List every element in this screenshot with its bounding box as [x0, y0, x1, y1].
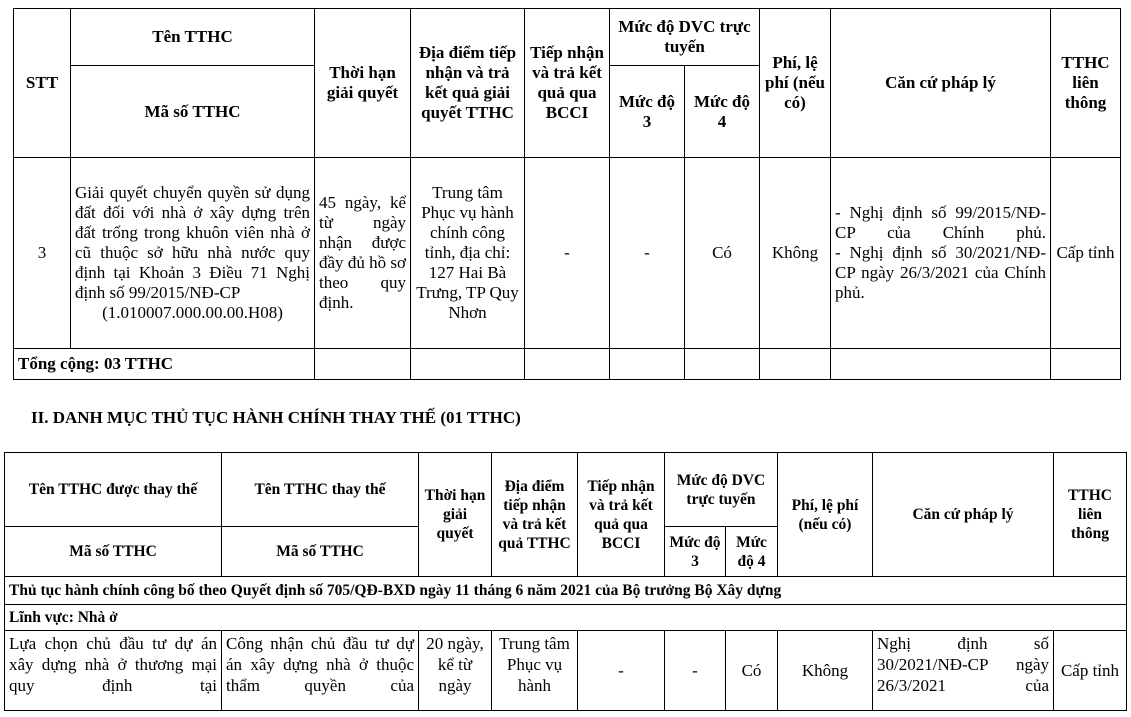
- t2-header-ten-duoc-thay: Tên TTHC được thay thế: [5, 453, 222, 527]
- empty-cell: [315, 349, 411, 380]
- t2-row-dia-diem: Trung tâm Phục vụ hành: [492, 631, 578, 711]
- empty-cell: [525, 349, 610, 380]
- empty-cell: [411, 349, 525, 380]
- row-can-cu-2: - Nghị định số 30/2021/NĐ-CP ngày 26/3/2021 của Chính phủ.: [835, 243, 1046, 302]
- header-muc-do-3: Mức độ 3: [610, 66, 685, 158]
- t2-header-ma-so-2: Mã số TTHC: [222, 527, 419, 577]
- row-stt: 3: [14, 158, 71, 349]
- table-row: [5, 631, 1127, 711]
- header-can-cu: Căn cứ pháp lý: [831, 9, 1051, 158]
- t2-row-muc-do-3: -: [665, 631, 726, 711]
- header-bcci: Tiếp nhận và trả kết quả qua BCCI: [525, 9, 610, 158]
- row-ten-tthc: [71, 158, 315, 349]
- header-muc-do: Mức độ DVC trực tuyến: [610, 9, 760, 66]
- header-phi: Phí, lệ phí (nếu có): [760, 9, 831, 158]
- t2-row-lien-thong: Cấp tỉnh: [1054, 631, 1127, 711]
- row-muc-do-4: Có: [685, 158, 760, 349]
- total-label: Tổng cộng: 03 TTHC: [14, 349, 315, 380]
- procedure-table-1: [13, 8, 1121, 380]
- section-2-title: II. DANH MỤC THỦ TỤC HÀNH CHÍNH THAY THẾ (01 TTHC): [31, 408, 521, 427]
- row-ma-so: (1.010007.000.00.00.H08): [102, 303, 283, 322]
- empty-cell: [760, 349, 831, 380]
- t2-header-muc-do-3: Mức độ 3: [665, 527, 726, 577]
- t2-row-thoi-han: 20 ngày, kể từ ngày: [419, 631, 492, 711]
- row-muc-do-3: -: [610, 158, 685, 349]
- group-row: Thủ tục hành chính công bố theo Quyết định số 705/QĐ-BXD ngày 11 tháng 6 năm 2021 của Bộ trưởng Bộ Xây dựng: [5, 577, 1127, 605]
- table-row: [14, 158, 1121, 349]
- row-phi: Không: [760, 158, 831, 349]
- t2-header-ma-so-1: Mã số TTHC: [5, 527, 222, 577]
- header-ten-tthc: Tên TTHC: [71, 9, 315, 66]
- t2-row-bcci: -: [578, 631, 665, 711]
- header-lien-thong: TTHC liên thông: [1051, 9, 1121, 158]
- t2-row-phi: Không: [778, 631, 873, 711]
- header-thoi-han: Thời hạn giải quyết: [315, 9, 411, 158]
- t2-header-muc-do: Mức độ DVC trực tuyến: [665, 453, 778, 527]
- empty-cell: [1051, 349, 1121, 380]
- header-stt: STT: [14, 9, 71, 158]
- t2-header-bcci: Tiếp nhận và trả kết quả qua BCCI: [578, 453, 665, 577]
- procedure-table-2: [4, 452, 1127, 711]
- empty-cell: [610, 349, 685, 380]
- empty-cell: [685, 349, 760, 380]
- header-muc-do-4: Mức độ 4: [685, 66, 760, 158]
- header-ma-so: Mã số TTHC: [71, 66, 315, 158]
- t2-row-muc-do-4: Có: [726, 631, 778, 711]
- header-dia-diem: Địa điểm tiếp nhận và trả kết quả giải quyết TTHC: [411, 9, 525, 158]
- row-lien-thong: Cấp tỉnh: [1051, 158, 1121, 349]
- empty-cell: [831, 349, 1051, 380]
- t2-row-ten-thay: Công nhận chủ đầu tư dự án xây dựng nhà ở thuộc thẩm quyền của: [222, 631, 419, 711]
- t2-header-phi: Phí, lệ phí (nếu có): [778, 453, 873, 577]
- t2-header-dia-diem: Địa điểm tiếp nhận và trả kết quả TTHC: [492, 453, 578, 577]
- t2-header-thoi-han: Thời hạn giải quyết: [419, 453, 492, 577]
- t2-header-muc-do-4: Mức độ 4: [726, 527, 778, 577]
- row-bcci: -: [525, 158, 610, 349]
- row-can-cu: [831, 158, 1051, 349]
- t2-header-ten-thay: Tên TTHC thay thế: [222, 453, 419, 527]
- row-thoi-han: 45 ngày, kể từ ngày nhận được đầy đủ hồ sơ theo quy định.: [315, 158, 411, 349]
- field-row: Lĩnh vực: Nhà ở: [5, 605, 1127, 631]
- row-dia-diem: Trung tâm Phục vụ hành chính công tỉnh, địa chỉ: 127 Hai Bà Trưng, TP Quy Nhơn: [411, 158, 525, 349]
- t2-row-ten-duoc-thay: Lựa chọn chủ đầu tư dự án xây dựng nhà ở thương mại quy định tại: [5, 631, 222, 711]
- t2-header-can-cu: Căn cứ pháp lý: [873, 453, 1054, 577]
- row-can-cu-1: - Nghị định số 99/2015/NĐ-CP của Chính phủ.: [835, 203, 1046, 242]
- row-ten-text: Giải quyết chuyển quyền sử dụng đất đối với nhà ở xây dựng trên đất trống trong khuôn viên nhà ở cũ thuộc sở hữu nhà nước quy định tại Khoản 3 Điều 71 Nghị định số 99/2015/NĐ-CP: [75, 183, 310, 302]
- t2-row-can-cu: Nghị định số 30/2021/NĐ-CP ngày 26/3/2021 của: [873, 631, 1054, 711]
- t2-header-lien-thong: TTHC liên thông: [1054, 453, 1127, 577]
